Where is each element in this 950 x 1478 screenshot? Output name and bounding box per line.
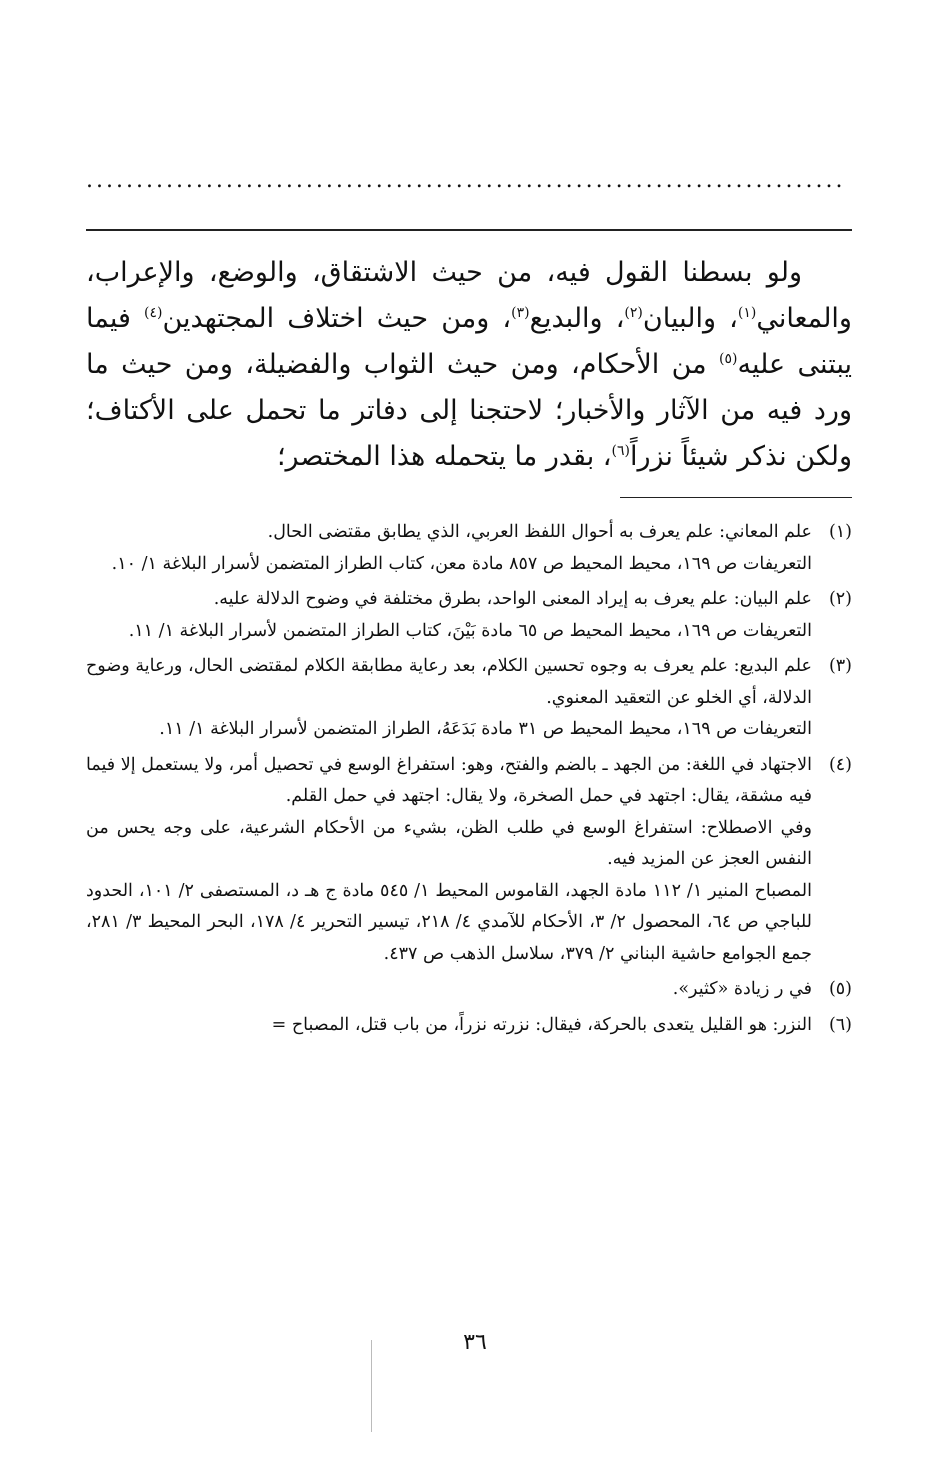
footnote-line: علم البيان: علم يعرف به إيراد المعنى الواحد، بطرق مختلفة في وضوح الدلالة عليه. — [213, 589, 812, 609]
footnote-marker: (٥) — [719, 351, 738, 367]
footnote-body — [86, 517, 812, 580]
header-dotted-line: ............................................................................ — [86, 168, 846, 193]
footnote — [86, 750, 852, 971]
footnote-line: علم المعاني: علم يعرف به أحوال اللفظ العربي، الذي يطابق مقتضى الحال. — [267, 522, 812, 542]
footnote-number: (٥) — [828, 979, 852, 999]
footnote-line: التعريفات ص ١٦٩، محيط المحيط ص ٨٥٧ مادة معن، كتاب الطراز المتضمن لأسرار البلاغة ١/ ١٠. — [111, 553, 812, 574]
footnote-marker: (٤) — [144, 305, 163, 321]
footnote — [86, 974, 852, 1006]
footnote-body — [86, 651, 812, 746]
footnote — [86, 584, 852, 647]
main-text — [86, 250, 852, 480]
footnote-line: التعريفات ص ١٦٩، محيط المحيط ص ٣١ مادة بَدَعَهُ، الطراز المتضمن لأسرار البلاغة ١/ ١١. — [159, 719, 812, 739]
footnote-body — [86, 750, 812, 971]
footnote-line: وفي الاصطلاح: استفراغ الوسع في طلب الظن، بشيء من الأحكام الشرعية، على وجه يحس من النفس العجز عن المزيد فيه. — [86, 817, 812, 869]
footnote-number: (٢) — [828, 589, 852, 609]
footnote-line: المصباح المنير ١/ ١١٢ مادة الجهد، القاموس المحيط ١/ ٥٤٥ مادة ج هـ د، المستصفى ٢/ ١٠١، الحدود للباجي ص ٦٤، المحصول ٢/ ٣، الأحكام للآمدي ٤/ ٢١٨، تيسير التحرير ٤/ ١٧٨، البحر المحيط ٣/ ٢٨١، جمع الجوامع حاشية البناني ٢/ ٣٧٩، سلاسل الذهب ص ٤٣٧. — [86, 880, 813, 964]
footnote-line: علم البديع: علم يعرف به وجوه تحسين الكلام، بعد رعاية مطابقة الكلام لمقتضى الحال، ورعاية وضوح الدلالة، أي الخلو عن التعقيد المعنوي. — [86, 656, 812, 708]
footnote-body — [86, 584, 812, 647]
footnote-line: في ر زيادة «كثير». — [672, 979, 812, 999]
header-rule — [86, 229, 852, 231]
footnotes — [86, 517, 852, 1045]
page-number: ٣٦ — [463, 1330, 487, 1355]
text-segment: ، والبيان — [642, 303, 738, 334]
footnote — [86, 651, 852, 746]
text-segment: ولو بسطنا القول فيه، من حيث الاشتقاق، والوضع، والإعراب، والمعاني — [86, 257, 852, 334]
footnote-line: التعريفات ص ١٦٩، محيط المحيط ص ٦٥ مادة بَيْنَ، كتاب الطراز المتضمن لأسرار البلاغة ١/ ١١. — [128, 620, 812, 641]
footnote-line: النزر: هو القليل يتعدى بالحركة، فيقال: نزرته نزراً، من باب قتل، المصباح = — [271, 1014, 812, 1035]
main-paragraph — [86, 250, 852, 480]
text-segment: ، ومن حيث اختلاف المجتهدين — [162, 303, 512, 334]
footnote-body — [86, 1010, 812, 1042]
footnote-number: (٦) — [828, 1014, 852, 1035]
footnote — [86, 1010, 852, 1042]
text-segment: فيما يبتنى عليه — [86, 303, 853, 380]
footnote-marker: (٦) — [611, 443, 630, 459]
text-segment: ، بقدر ما يتحمله هذا المختصر؛ — [276, 441, 612, 472]
text-segment: ، والبديع — [529, 303, 625, 334]
footnote-separator — [620, 497, 852, 498]
footnote-number: (٤) — [828, 754, 852, 775]
footnote-body — [86, 974, 812, 1006]
footnote-marker: (١) — [737, 305, 757, 321]
footnote-number: (١) — [828, 522, 852, 542]
footnote-marker: (٣) — [511, 305, 530, 321]
footnote-marker: (٢) — [624, 305, 643, 321]
footnote-number: (٣) — [828, 656, 852, 676]
footnote — [86, 517, 852, 580]
footnote-line: الاجتهاد في اللغة: من الجهد ـ بالضم والفتح، وهو: استفراغ الوسع في تحصيل أمر، ولا يستعمل إلا فيما فيه مشقة، يقال: اجتهد في حمل الصخرة، ولا يقال: اجتهد في حمل القلم. — [86, 754, 812, 806]
text-segment: من الأحكام، ومن حيث الثواب والفضيلة، ومن حيث ما ورد فيه من الآثار والأخبار؛ لاحتجنا إلى دفاتر ما تحمل على الأكتاف؛ ولكن نذكر شيئاً نزراً — [86, 349, 852, 472]
scan-margin-line — [371, 1340, 372, 1432]
